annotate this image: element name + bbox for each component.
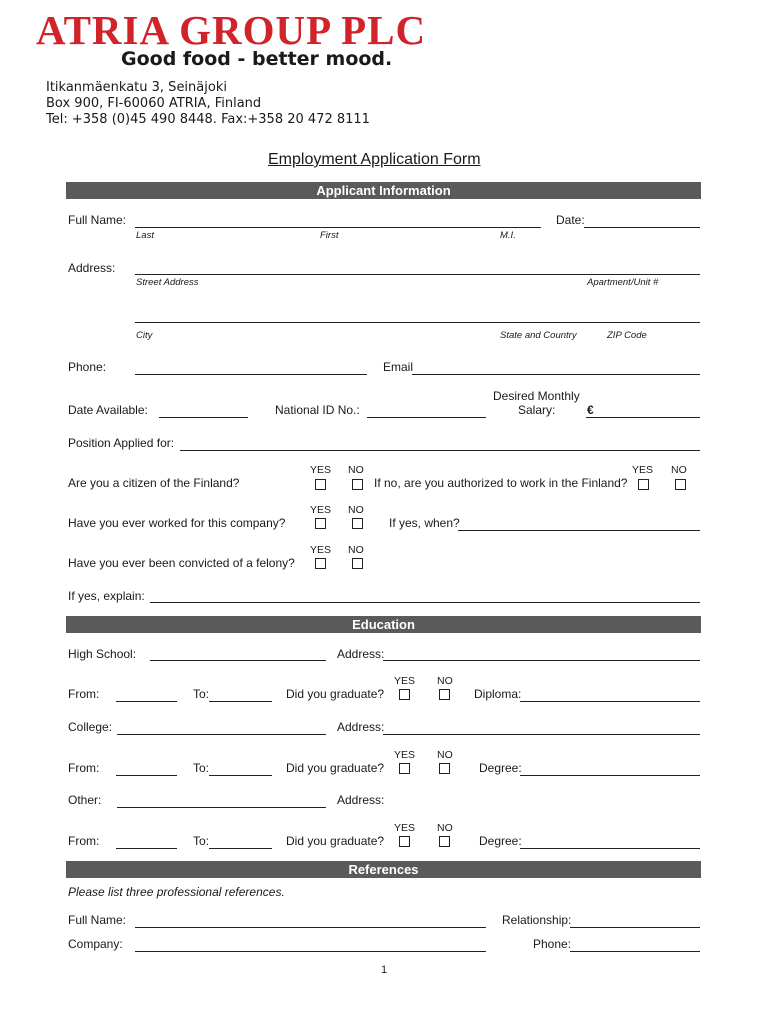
applicant-section-header: Applicant Information [66, 182, 701, 199]
yes-header: YES [632, 464, 654, 476]
other-label: Other: [68, 793, 102, 807]
other-to-label: To: [193, 834, 210, 848]
currency-symbol: € [587, 403, 594, 417]
national-id-label: National ID No.: [275, 403, 360, 417]
apartment-sublabel: Apartment/Unit # [587, 277, 659, 288]
felony-no-checkbox[interactable] [352, 558, 363, 569]
ref-company-label: Company: [68, 937, 123, 951]
felony-question: Have you ever been convicted of a felony? [68, 556, 295, 570]
worked-when-input[interactable] [458, 530, 700, 531]
no-header: NO [437, 749, 453, 761]
salary-input[interactable] [586, 417, 700, 418]
ref-full-name-input[interactable] [135, 927, 486, 928]
desired-salary-label: Desired Monthly [493, 389, 580, 403]
felony-yes-checkbox[interactable] [315, 558, 326, 569]
no-header: NO [437, 822, 453, 834]
college-address-input[interactable] [383, 734, 700, 735]
citizen-yes-checkbox[interactable] [315, 479, 326, 490]
references-section-header: References [66, 861, 701, 878]
hs-address-input[interactable] [383, 660, 700, 661]
other-degree-input[interactable] [520, 848, 700, 849]
city-input[interactable] [135, 322, 700, 323]
email-label: Email [383, 360, 414, 374]
college-degree-label: Degree: [479, 761, 522, 775]
date-label: Date: [556, 213, 585, 227]
college-degree-input[interactable] [520, 775, 700, 776]
phone-input[interactable] [135, 374, 367, 375]
position-label: Position Applied for: [68, 436, 175, 450]
college-from-input[interactable] [116, 775, 177, 776]
ref-relationship-label: Relationship: [502, 913, 572, 927]
no-header: NO [348, 544, 364, 556]
hs-graduate-label: Did you graduate? [286, 687, 385, 701]
ref-full-name-label: Full Name: [68, 913, 127, 927]
mi-sublabel: M.I. [500, 230, 516, 241]
tagline: Good food - better mood. [121, 48, 393, 70]
college-to-input[interactable] [209, 775, 272, 776]
form-title: Employment Application Form [268, 151, 481, 168]
full-name-input[interactable] [135, 227, 541, 228]
authorized-no-checkbox[interactable] [675, 479, 686, 490]
high-school-label: High School: [68, 647, 137, 661]
yes-header: YES [310, 504, 332, 516]
hs-graduate-yes-checkbox[interactable] [399, 689, 410, 700]
yes-header: YES [394, 675, 416, 687]
ref-relationship-input[interactable] [570, 927, 700, 928]
authorized-yes-checkbox[interactable] [638, 479, 649, 490]
street-sublabel: Street Address [136, 277, 199, 288]
college-graduate-yes-checkbox[interactable] [399, 763, 410, 774]
authorized-question: If no, are you authorized to work in the Finland? [374, 476, 628, 490]
yes-header: YES [310, 464, 332, 476]
date-available-input[interactable] [159, 417, 248, 418]
other-graduate-no-checkbox[interactable] [439, 836, 450, 847]
email-input[interactable] [412, 374, 700, 375]
position-input[interactable] [180, 450, 700, 451]
date-input[interactable] [584, 227, 700, 228]
no-header: NO [348, 464, 364, 476]
other-input[interactable] [117, 807, 326, 808]
address-line-2: Box 900, FI-60060 ATRIA, Finland [46, 96, 262, 111]
ref-company-input[interactable] [135, 951, 486, 952]
national-id-input[interactable] [367, 417, 486, 418]
other-from-input[interactable] [116, 848, 177, 849]
hs-address-label: Address: [337, 647, 385, 661]
college-graduate-label: Did you graduate? [286, 761, 385, 775]
salary-label: Salary: [518, 403, 556, 417]
hs-to-label: To: [193, 687, 210, 701]
college-graduate-no-checkbox[interactable] [439, 763, 450, 774]
references-instruction: Please list three professional references. [68, 885, 285, 899]
worked-yes-checkbox[interactable] [315, 518, 326, 529]
no-header: NO [348, 504, 364, 516]
yes-header: YES [394, 749, 416, 761]
phone-label: Phone: [68, 360, 107, 374]
other-graduate-label: Did you graduate? [286, 834, 385, 848]
other-graduate-yes-checkbox[interactable] [399, 836, 410, 847]
ref-phone-input[interactable] [570, 951, 700, 952]
diploma-label: Diploma: [474, 687, 522, 701]
felony-explain-input[interactable] [150, 602, 700, 603]
college-address-label: Address: [337, 720, 385, 734]
address-label: Address: [68, 261, 116, 275]
company-logo: ATRIA GROUP PLC [36, 7, 427, 53]
other-degree-label: Degree: [479, 834, 522, 848]
page-number: 1 [381, 964, 388, 976]
education-section-header: Education [66, 616, 701, 633]
ref-phone-label: Phone: [533, 937, 572, 951]
if-yes-when-label: If yes, when? [389, 516, 460, 530]
college-input[interactable] [117, 734, 326, 735]
street-address-input[interactable] [135, 274, 700, 275]
city-sublabel: City [136, 330, 153, 341]
citizen-no-checkbox[interactable] [352, 479, 363, 490]
date-available-label: Date Available: [68, 403, 148, 417]
college-from-label: From: [68, 761, 100, 775]
zip-sublabel: ZIP Code [607, 330, 647, 341]
contact-line: Tel: +358 (0)45 490 8448. Fax:+358 20 472 8111 [46, 112, 370, 127]
high-school-input[interactable] [150, 660, 326, 661]
hs-from-label: From: [68, 687, 100, 701]
no-header: NO [671, 464, 687, 476]
college-label: College: [68, 720, 113, 734]
yes-header: YES [310, 544, 332, 556]
hs-to-input[interactable] [209, 701, 272, 702]
diploma-input[interactable] [520, 701, 700, 702]
yes-header: YES [394, 822, 416, 834]
worked-no-checkbox[interactable] [352, 518, 363, 529]
hs-graduate-no-checkbox[interactable] [439, 689, 450, 700]
first-sublabel: First [320, 230, 339, 241]
citizen-question: Are you a citizen of the Finland? [68, 476, 240, 490]
address-line-1: Itikanmäenkatu 3, Seinäjoki [46, 80, 227, 95]
no-header: NO [437, 675, 453, 687]
worked-question: Have you ever worked for this company? [68, 516, 286, 530]
hs-from-input[interactable] [116, 701, 177, 702]
other-address-label: Address: [337, 793, 385, 807]
state-country-sublabel: State and Country [500, 330, 577, 341]
last-sublabel: Last [136, 230, 154, 241]
full-name-label: Full Name: [68, 213, 127, 227]
college-to-label: To: [193, 761, 210, 775]
other-from-label: From: [68, 834, 100, 848]
other-to-input[interactable] [209, 848, 272, 849]
if-yes-explain-label: If yes, explain: [68, 589, 145, 603]
